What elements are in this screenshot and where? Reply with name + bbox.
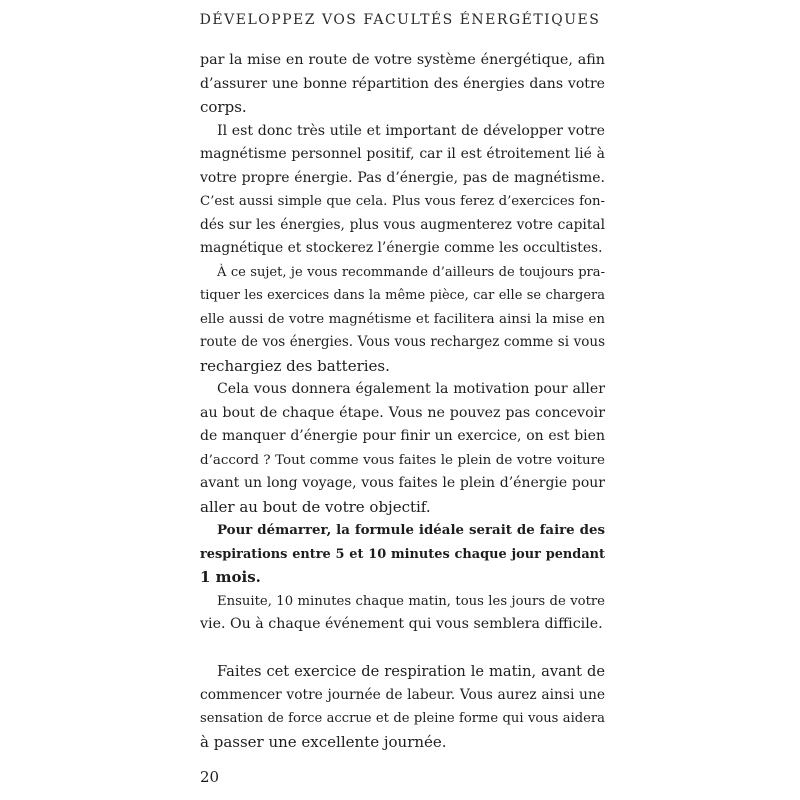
text-line: C’est aussi simple que cela. Plus vous ferez d’exercices fon- bbox=[200, 194, 605, 209]
text-line: vie. Ou à chaque événement qui vous semblera difficile. bbox=[200, 616, 603, 632]
paragraph bbox=[200, 49, 605, 120]
body-text bbox=[200, 49, 605, 754]
text-line: d’accord ? Tout comme vous faites le plein de votre voiture bbox=[200, 452, 605, 468]
paragraph bbox=[200, 378, 605, 519]
text-line: rechargiez des batteries. bbox=[200, 356, 390, 375]
paragraph bbox=[200, 660, 605, 754]
paragraph bbox=[200, 590, 605, 637]
text-line: aller au bout de votre objectif. bbox=[200, 497, 431, 516]
text-line: magnétique et stockerez l’énergie comme les occultistes. bbox=[200, 240, 603, 256]
text-line: d’assurer une bonne répartition des énergies dans votre bbox=[200, 75, 605, 92]
text-line: Faites cet exercice de respiration le matin, avant de bbox=[217, 663, 605, 680]
text-line: À ce sujet, je vous recommande d’ailleurs de toujours pra- bbox=[217, 264, 605, 280]
text-line: Ensuite, 10 minutes chaque matin, tous les jours de votre bbox=[217, 593, 605, 609]
text-line: Il est donc très utile et important de développer votre bbox=[217, 122, 605, 139]
text-line: commencer votre journée de labeur. Vous aurez ainsi une bbox=[200, 686, 605, 703]
text-line: tiquer les exercices dans la même pièce, car elle se chargera bbox=[200, 288, 605, 303]
text-line: 1 mois. bbox=[200, 568, 261, 586]
text-line: Pour démarrer, la formule idéale serait de faire des bbox=[217, 522, 605, 538]
text-line: dés sur les énergies, plus vous augmenterez votre capital bbox=[200, 216, 605, 233]
text-line: par la mise en route de votre système énergétique, afin bbox=[200, 52, 605, 68]
paragraph bbox=[200, 261, 605, 379]
text-line: avant un long voyage, vous faites le plein d’énergie pour bbox=[200, 475, 605, 491]
text-line: votre propre énergie. Pas d’énergie, pas de magnétisme. bbox=[200, 169, 605, 186]
page-number: 20 bbox=[200, 768, 220, 786]
paragraph bbox=[200, 519, 605, 590]
text-line: au bout de chaque étape. Vous ne pouvez pas concevoir bbox=[200, 404, 605, 421]
text-line: respirations entre 5 et 10 minutes chaque jour pendant bbox=[200, 546, 605, 562]
text-line: elle aussi de votre magnétisme et facilitera ainsi la mise en bbox=[200, 311, 605, 327]
text-line: corps. bbox=[200, 98, 247, 116]
text-line: à passer une excellente journée. bbox=[200, 732, 447, 751]
text-line: de manquer d’énergie pour finir un exercice, on est bien bbox=[200, 428, 605, 444]
text-line: sensation de force accrue et de pleine forme qui vous aidera bbox=[200, 711, 605, 726]
text-line: route de vos énergies. Vous vous rechargez comme si vous bbox=[200, 334, 605, 350]
text-line: magnétisme personnel positif, car il est étroitement lié à bbox=[200, 146, 605, 162]
paragraph-gap bbox=[200, 637, 605, 661]
running-head: DÉVELOPPEZ VOS FACULTÉS ÉNERGÉTIQUES bbox=[199, 12, 601, 28]
text-line: Cela vous donnera également la motivation pour aller bbox=[217, 381, 605, 397]
paragraph bbox=[200, 120, 605, 261]
